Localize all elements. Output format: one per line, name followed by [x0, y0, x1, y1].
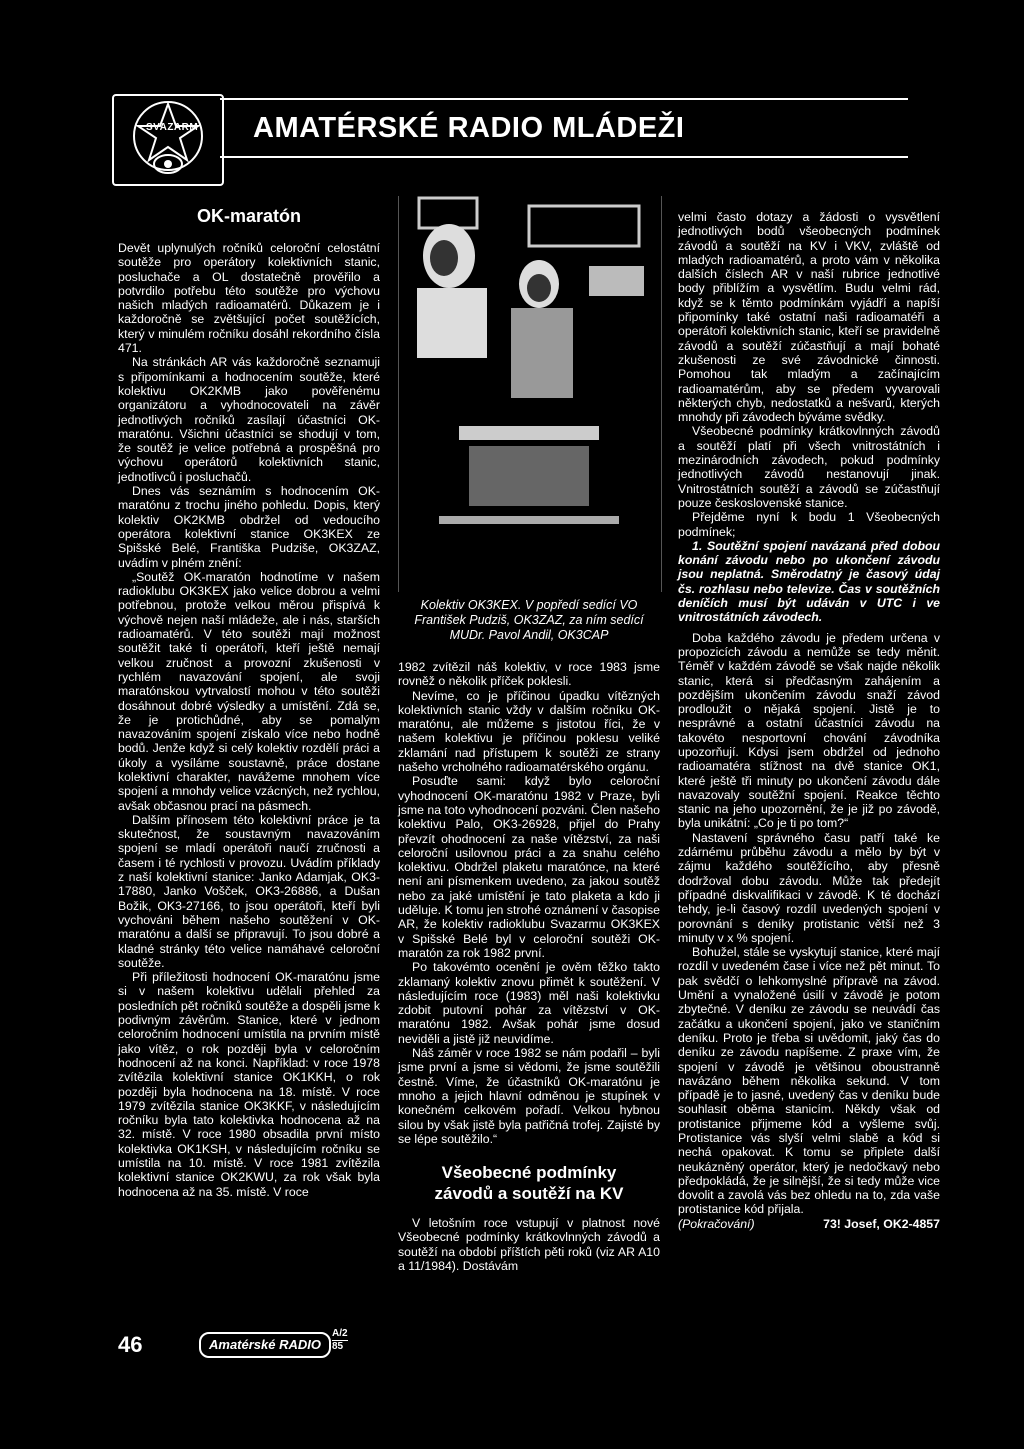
article-column-3: [678, 210, 940, 1231]
page-number: 46: [118, 1332, 143, 1357]
paragraph: Nastavení správného času patří také ke zdárnému průběhu závodu a mělo by být v zájmu každého soutěžícího, aby přesně dodržoval dobu závodu. Může tak předejít případné diskvalifikaci v závodě. K té dochází tehdy, je-li časový rozdíl uvedených spojení v porovnání s deníky protistanic větší než 3 minuty v x % spojení.: [678, 830, 940, 945]
header-rule-bottom: [220, 156, 908, 158]
article-title: OK-maratón: [196, 206, 301, 226]
header-logo: [112, 94, 224, 186]
paragraph: Nevíme, co je příčinou úpadku vítězných kolektivních stanic vždy v dalším ročníku OK-maratónu, ale můžeme s jistotou říci, že v našem kolektivu je příčinou poklesu veliké zklamání nad přístupem k soutěži ze strany našeho vrcholného radioamatérského orgánu.: [398, 688, 660, 775]
paragraph: Při příležitosti hodnocení OK-maratónu jsme si v našem kolektivu udělali přehled za posledních pět ročníků soutěže a dospěli jsme k podivným závěrům. Stanice, které v jednom celoročním hodnocení umístila na prvním místě jako vítěz, o rok později byla v celoročním hodnocení až na konci. Například: v roce 1978 zvítězila kolektivní stanice OK1KKH, o rok později byla hodnocena na 18. místě. V roce 1979 zvítězila stanice OK3KKF, v následujícím ročníku byla tato kolektivka hodnocena až na 32. místě. V roce 1980 obsadila první místo kolektivka OK1KSH, v následujícím ročníku se umístila na 10. místě. V roce 1981 zvítězila kolektivní stanice OK2KWU, za rok však byla hodnocena až na 35. místě. V roce: [118, 970, 380, 1199]
paragraph: Doba každého závodu je předem určena v propozicích závodu a nemůže se tedy měnit. Téměř v každém závodě se však najde několik stanic, která si předčasným zahájením a pozdějším ukončením závodu snaží závod prodloužit o nějaká spojení. Jistě je to nesprávné a ostatní účastníci závodu na takovéto nesportovní chování závodníka upozorňují. Kdysi jsem obdržel od jednoho radioamatéra stížnost na dvě stanice OK1, které ještě tři minuty po ukončení závodu dále navazovaly soutěžní spojení. Reakce těchto stanic na jeho upozornění, že je již po závodě, byla unikátní: „Co je ti po tom?“: [678, 630, 940, 831]
paragraph: Posuďte sami: když bylo celoroční vyhodnocení OK-maratónu 1982 v Praze, byli jsme na toto vyhodnocení pozváni. Člen našeho kolektivu Palo, OK3-26928, přijel do Prahy převzít ohodnocení za naše vítězství, za naši celoroční usilovnou práci a za snahu celého kolektivu. Obdržel plaketu maratónce, na které není ani písmenkem uvedeno, za jakou soutěž nebo za jaké umístění je tato plaketa a kdo ji uděluje. K tomu jen strohé oznámení v časopise AR, že kolektiv radioklubu Svazarmu OK3KEX v Spišské Belé byl v celoroční soutěži OK-maratón za rok 1982 první.: [398, 774, 660, 960]
paragraph: Bohužel, stále se vyskytují stanice, které mají rozdíl v uvedeném čase i více než pět minut. To pak svědčí o lehkomyslné přípravě na závod. Umění a vynaložené úsilí v závodě je potom zbytečné. V deníku ze závodu se neuvádí čas začátku a ukončení spojení, jako ve staničním deníku. Proto je třeba si uvědomit, jaký čas do deníku ze závodu napíšeme. Z praxe vím, že spojení v závodě je většinou oboustranně navázáno během několika sekund. V tom případě je to jasné, uvedený čas v deníku bude souhlasit oběma stanicím. Někdy však od protistanice přijmeme kód a vyšleme svůj. Protistanice vás slyší velmi slabě a kód si nechá opakovat. K tomu se připlete další neukázněný operátor, který je nedočkavý nebo předpokládá, že je silnější, že si tedy může vice dovolit a zavolá vás bez ohledu na to, zda vaše protistanice kód přijala.: [678, 945, 940, 1217]
paragraph: velmi často dotazy a žádosti o vysvětlení jednotlivých bodů všeobecných podmínek závodů a soutěží na KV i VKV, zvláště od mladých radioamatérů, a proto vám v několika dalších číslech AR v naší rubrice jednotlivé body přiblížím a vysvětlím. Budu velmi rád, když se k těmto podmínkám vyjádří a napíší připomínky také ostatní naši radioamatéři a operátoři kolektivních stanic, kteří se pravidelně závodů a soutěží zúčastňují a mají bohaté zkušenosti ze své závodnické činnosti. Pomohou tak mladým a začínajícím radioamatérům, aby se předem vyvarovali některých chyb, nedostatků a nešvarů, kterých mnohdy při závodech býváme svědky.: [678, 210, 940, 425]
paragraph: Dnes vás seznámím s hodnocením OK-maratónu z trochu jiného pohledu. Dopis, který kolektiv OK2KMB obdržel od vedoucího operátora kolektivní stanice OK3KEX ze Spišské Belé, Františka Pudziše, OK3ZAZ, uvádím v plném znění:: [118, 484, 380, 570]
paragraph: Náš záměr v roce 1982 se nám podařil – byli jsme první a jsme si vědomi, že jsme soutěžili čestně. Víme, že účastníků OK-maratónu je mnoho a jejich hlavní odměnou je stupínek v konečném celkovém pořadí. Velkou hybnou silou by však jistě byla patřičná trofej. Zajisté by se lépe soutěžilo.“: [398, 1046, 660, 1146]
continued-note: (Pokračování): [678, 1216, 755, 1231]
paragraph: Po takovémto ocenění je ověm těžko takto zklamaný kolektiv znovu přimět k soutěžení. V následujícím roce (1983) měl naši kolektivku zdobit putovní pohár za vítězství v OK-maratónu 1982. Avšak pohár jsme dosud neviděli a jistě již neuvidíme.: [398, 960, 660, 1046]
paragraph: Přejděme nyní k bodu 1 Všeobecných podmínek;: [678, 510, 940, 539]
section-title: AMATÉRSKÉ RADIO MLÁDEŽI: [253, 112, 685, 144]
article-column-1: [118, 205, 380, 1199]
paragraph: 1982 zvítězil náš kolektiv, v roce 1983 jsme rovněž o několik příček poklesli.: [398, 660, 660, 689]
paragraph: Na stránkách AR vás každoročně seznamuji s připomínkami a hodnocením soutěže, které kolektivu OK2KMB jako pověřenému organizátoru a vyhodnocovateli na závěr jednotlivých ročníků zasílají účastníci OK-maratónu. Všichni účastníci se shodují v tom, že soutěž je velice potřebná a prospěšná pro výchovu operátorů kolektivních stanic, jednotlivců i posluchačů.: [118, 355, 380, 484]
article-signature-line: [678, 1217, 940, 1231]
signature: 73! Josef, OK2-4857: [823, 1216, 940, 1231]
footer-issue: [332, 1328, 348, 1353]
paragraph: „Soutěž OK-maratón hodnotíme v našem radioklubu OK3KEX jako velice dobrou a velmi potřebnou, protože velkou měrou přispívá k výchově nejen naší mládeže, ale i nás, starších radioamatérů. V této soutěži mají možnost soutěžit také ti operátoři, kteří ještě nemají velkou zručnost a provozní zkušenosti v rychlém navazování spojení, ale svoji maratónskou vytrvalostí mohou v této soutěži dosáhnout dobré výsledky a umístění. Zdá se, že je protichůdné, aby se pomalým navazováním spojení získalo více nebo hodně bodů. Jenže když si celý kolektiv rozdělí práci a úkoly a vysíláme soustavně, práce dostane kolektivní charakter, navážeme mnohem více spojení a mnohdy velice vzácných, než rychlou, avšak občasnou prací na pásmech.: [118, 569, 380, 813]
paragraph: Dalším přínosem této kolektivní práce je ta skutečnost, že soustavným navazováním spojení se mladí operátoři naučí zručnosti a časem i té rychlosti v provozu. Uvádím příklady z naší kolektivní stanice: Janko Adamjak, OK3-17880, Janko Vošček, OK3-26886, a Dušan Božik, OK3-27166, to jsou operátoři, kteří byli vychováni během našeho soutěžení v OK-maratónu a další se připravují. To jsou dobré a kladné stránky této velice namáhavé celoroční soutěže.: [118, 812, 380, 970]
article-column-2: [398, 660, 660, 1273]
star-logo-icon: [118, 98, 218, 180]
footer-logo: [199, 1332, 331, 1358]
section-heading: Všeobecné podmínky závodů a soutěží na KV: [434, 1163, 624, 1204]
footer-logo-text: Amatérské RADIO: [209, 1337, 321, 1352]
issue-number: A/2: [332, 1328, 348, 1339]
paragraph: Všeobecné podmínky krátkovlnných závodů a soutěží platí při všech vnitrostátních i mezinárodních závodech, pokud podmínky jednotlivých závodů nestanovují jinak. Vnitrostátních soutěží a závodů se zúčastňují pouze československé stanice.: [678, 424, 940, 510]
photo: [398, 196, 662, 592]
header-rule-top: [220, 98, 908, 100]
photo-caption: Kolektiv OK3KEX. V popředí sedící VO František Pudziš, OK3ZAZ, za ním sedící MUDr. Pavol Andil, OK3CAP: [414, 598, 644, 642]
paragraph: V letošním roce vstupují v platnost nové Všeobecné podmínky krátkovlnných závodů a soutěží na období příštích pěti roků (viz AR A10 a 11/1984). Dostávám: [398, 1216, 660, 1273]
paragraph: Devět uplynulých ročníků celoroční celostátní soutěže pro operátory kolektivních stanic, posluchače a OL dostatečně prověřilo a potvrdilo potřebu této soutěže pro výchovu našich mladých radioamatérů. Důkazem je i každoročně se zvětšující počet soutěžících, který v minulém ročníku dosáhl rekordního čísla 471.: [118, 241, 380, 356]
issue-year: 85: [332, 1341, 344, 1352]
paragraph-rule: 1. Soutěžní spojení navázaná před dobou konání závodu nebo po ukončení závodu jsou neplatná. Směrodatný je časový údaj čs. rozhlasu nebo televize. Čas v soutěžních deníčích musí být udáván v UTC i ve vnitrostátních závodech.: [678, 538, 940, 625]
logo-text: SVAZARM: [146, 122, 199, 133]
